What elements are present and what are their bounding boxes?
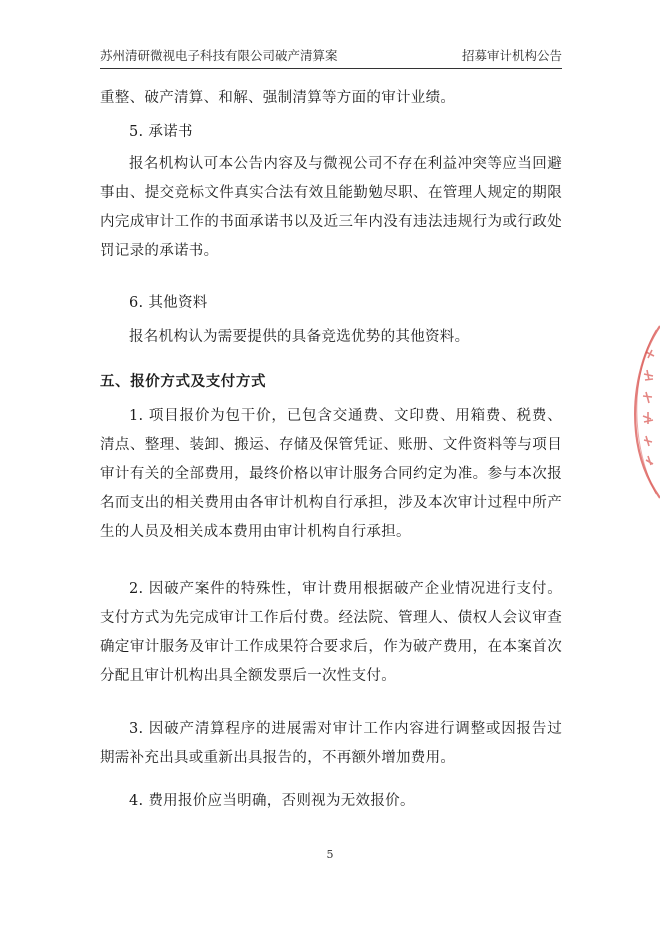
header-case-name: 苏州清研微视电子科技有限公司破产清算案 [100, 48, 338, 63]
section-6-body: 报名机构认为需要提供的具备竞选优势的其他资料。 [129, 329, 470, 345]
section-five-heading: 五、报价方式及支付方式 [100, 373, 267, 390]
paragraph-audit-performance: 重整、破产清算、和解、强制清算等方面的审计业绩。 [100, 90, 456, 106]
section-5-title: 5. 承诺书 [129, 124, 193, 140]
section-5-body: 报名机构认可本公告内容及与微视公司不存在利益冲突等应当回避事由、提交竞标文件真实合法有效且能勤勉尽职、在管理人规定的期限内完成审计工作的书面承诺书以及近三年内没有违法违规行为或行政处罚记录的承诺书。 [100, 156, 562, 259]
pricing-item-4: 4. 费用报价应当明确，否则视为无效报价。 [129, 793, 415, 809]
section-6-title: 6. 其他资料 [129, 295, 208, 311]
seal-stamp-fragment [622, 322, 660, 502]
pricing-item-1: 1. 项目报价为包干价，已包含交通费、文印费、用箱费、税费、清点、整理、装卸、搬运、存储及保管凭证、账册、文件资料等与项目审计有关的全部费用，最终价格以审计服务合同约定为准。参与本次报名而支出的相关费用由各审计机构自行承担，涉及本次审计过程中所产生的人员及相关成本费用由审计机构自行承担。 [100, 408, 562, 540]
header-divider [100, 68, 562, 69]
page-number: 5 [326, 848, 334, 861]
pricing-item-2: 2. 因破产案件的特殊性，审计费用根据破产企业情况进行支付。支付方式为先完成审计工作后付费。经法院、管理人、债权人会议审查确定审计服务及审计工作成果符合要求后，作为破产费用，在本案首次分配且审计机构出具全额发票后一次性支付。 [100, 581, 562, 684]
page-header [100, 46, 562, 68]
pricing-item-3: 3. 因破产清算程序的进展需对审计工作内容进行调整或因报告过期需补充出具或重新出具报告的，不再额外增加费用。 [100, 721, 562, 766]
header-notice-title: 招募审计机构公告 [461, 48, 562, 63]
